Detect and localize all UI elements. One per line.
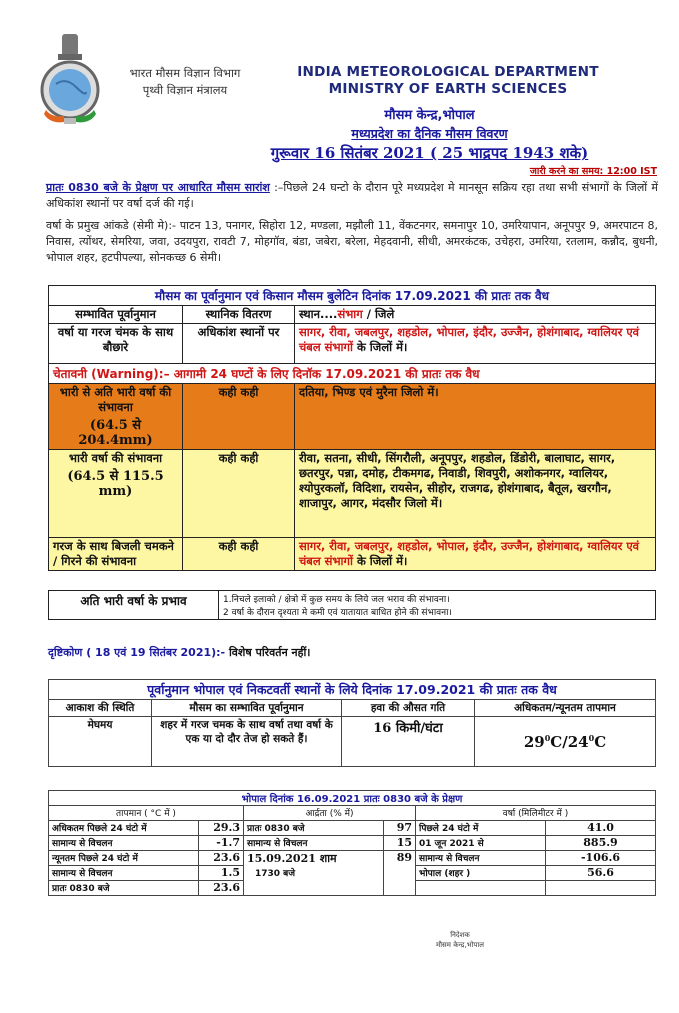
max-min-temperature: $29^0C/24^0C$ bbox=[475, 717, 656, 767]
rain-label: भोपाल (शहर ) bbox=[416, 866, 546, 881]
warning-3-places-red: सागर, रीवा, जबलपुर, शहडोल, भोपाल, इंदौर, उज्जैन, होशंगाबाद, ग्वालियर एवं चंबल संभागों bbox=[299, 539, 640, 568]
report-title bbox=[90, 125, 679, 142]
forecast-table bbox=[48, 285, 656, 571]
hindi-department-name bbox=[110, 65, 260, 99]
humidity-label: सामान्य से विचलन bbox=[244, 836, 384, 851]
warning-row-3-type: गरज के साथ बिजली चमकने / गिरने की संभावना bbox=[49, 538, 183, 571]
degree-symbol: 0 bbox=[588, 732, 595, 743]
hindi-ministry-title: पृथ्वी विज्ञान मंत्रालय bbox=[142, 83, 228, 97]
humidity-evening-time: 1730 बजे bbox=[255, 869, 295, 879]
rain-label: 01 जून 2021 से bbox=[416, 836, 546, 851]
header-district-text: / जिले bbox=[362, 307, 395, 321]
rain-value: -106.6 bbox=[546, 851, 656, 866]
english-dept-title: INDIA METEOROLOGICAL DEPARTMENT bbox=[297, 64, 599, 80]
forecast-distribution: अधिकांश स्थानों पर bbox=[183, 324, 295, 364]
forecast-places bbox=[295, 324, 656, 364]
report-date-text: गुरूवार 16 सितंबर 2021 ( 25 भाद्रपद 1943 शके) bbox=[270, 144, 589, 162]
warning-row-1-type bbox=[49, 384, 183, 450]
forecast-type: वर्षा या गरज चंमक के साथ बौछारे bbox=[49, 324, 183, 364]
header-temperature: अधिकतम/न्यूनतम तापमान bbox=[475, 700, 656, 717]
warning-title: चेतावनी (Warning):– आगामी 24 घण्टों के लिए दिनॉक 17.09.2021 की प्रातः तक वैध bbox=[49, 364, 656, 384]
header-weather: मौसम का सम्भावित पूर्वानुमान bbox=[152, 700, 342, 717]
warning-row-2-type bbox=[49, 450, 183, 538]
observation-title: भोपाल दिनांक 16.09.2021 प्रातः 0830 बजे के प्रेक्षण bbox=[49, 791, 656, 806]
header-distribution: स्थानिक वितरण bbox=[183, 306, 295, 324]
warning-1-type-text: भारी से अति भारी वर्षा की संभावना bbox=[59, 385, 172, 414]
report-date bbox=[90, 143, 679, 163]
warning-1-range: (64.5 से 204.4mm) bbox=[78, 418, 153, 448]
weather-summary bbox=[46, 180, 658, 211]
rainfall-header: वर्षा (मिलिमीटर में ) bbox=[416, 806, 656, 821]
header-wind: हवा की औसत गति bbox=[342, 700, 475, 717]
impact-item-2: 2 वर्षा के दौरान दृश्यता मे कमी एवं यातायात बाधित होने की संभावना। bbox=[223, 608, 452, 618]
humidity-label: प्रातः 0830 बजे bbox=[244, 821, 384, 836]
temp-label: सामान्य से विचलन bbox=[49, 866, 199, 881]
rain-label: पिछले 24 घंटो में bbox=[416, 821, 546, 836]
sky-condition: मेघमय bbox=[49, 717, 152, 767]
signature-designation: निदेशक bbox=[450, 931, 470, 939]
rain-value: 885.9 bbox=[546, 836, 656, 851]
header-division-text: संभाग bbox=[337, 307, 363, 321]
temp-label: सामान्य से विचलन bbox=[49, 836, 199, 851]
weather-forecast: शहर में गरज चमक के साथ वर्षा तथा वर्षा के एक या दो दौर तेज हो सकते हैं। bbox=[152, 717, 342, 767]
forecast-table-title: मौसम का पूर्वानुमान एवं किसान मौसम बुलेटिन दिनांक 17.09.2021 की प्रातः तक वैध bbox=[49, 286, 656, 306]
temp-label: अधिकतम पिछले 24 घंटो में bbox=[49, 821, 199, 836]
bhopal-forecast-table bbox=[48, 679, 656, 767]
english-department-name bbox=[268, 64, 628, 98]
warning-2-type-text: भारी वर्षा की संभावना bbox=[68, 451, 163, 465]
forecast-places-suffix: के जिलों में। bbox=[352, 340, 408, 354]
humidity-value: 89 bbox=[384, 851, 416, 896]
impact-item-1: 1.निचले इलाको / क्षेत्रो में कुछ समय के लिये जल भराव की संभावना। bbox=[223, 595, 450, 605]
humidity-evening-date: 15.09.2021 शाम bbox=[247, 852, 337, 865]
humidity-header: आर्द्रता (% में) bbox=[244, 806, 416, 821]
rainfall-figures: वर्षा के प्रमुख आंकडे (सेमी मे):- पाटन 13, पनागर, सिहोरा 12, मण्डला, मझौली 11, वेंकटनगर, समनापुर 10, उमरियापान, अनूपपुर 9, अमरपाटन 8, निवास, त्योंथर, सेमरिया, जवा, उदयपुरा, रावटी 7, मोहगॉव, बंडा, जबेरा, बरेला, मेहदवानी, सीधी, अमरकंटक, उचेहरा, उमरिया, रतलाम, कन्नौद, बुधनी, भोपाल शहर, हटपीपल्या, सोनकच्छ 6 सेमी। bbox=[46, 219, 658, 264]
temp-value: 29.3 bbox=[199, 821, 244, 836]
outlook-heading: दृष्टिकोण ( 18 एवं 19 सितंबर 2021):- bbox=[48, 646, 226, 659]
bhopal-forecast-title: पूर्वानुमान भोपाल एवं निकटवर्ती स्थानों के लिये दिनांक 17.09.2021 की प्रातः तक वैध bbox=[49, 680, 656, 700]
impact-items bbox=[219, 591, 656, 620]
report-title-text: मध्यप्रदेश का दैनिक मौसम विवरण bbox=[351, 126, 508, 141]
header-sky: आकाश की स्थिति bbox=[49, 700, 152, 717]
humidity-label bbox=[244, 851, 384, 896]
warning-row-2-distribution: कही कही bbox=[183, 450, 295, 538]
outlook bbox=[48, 645, 310, 660]
temp-unit: C bbox=[594, 732, 607, 751]
warning-row-1-distribution: कही कही bbox=[183, 384, 295, 450]
warning-2-range: (64.5 से 115.5 mm) bbox=[67, 469, 164, 499]
rain-label: सामान्य से विचलन bbox=[416, 851, 546, 866]
summary-heading: प्रातः 0830 बजे के प्रेक्षण पर आधारित मौसम सारांश bbox=[46, 181, 270, 194]
warning-3-places-suffix: के जिलों में। bbox=[352, 554, 408, 568]
wind-speed: 16 किमी/घंटा bbox=[342, 717, 475, 767]
warning-row-3-places bbox=[295, 538, 656, 571]
warning-row-1-places: दतिया, भिण्ड एवं मुरैना जिलो में। bbox=[295, 384, 656, 450]
empty-cell bbox=[546, 881, 656, 896]
humidity-value: 15 bbox=[384, 836, 416, 851]
temp-unit: C bbox=[550, 732, 563, 751]
issue-time: जारी करने का समय: 12:00 IST bbox=[529, 166, 657, 177]
empty-cell bbox=[416, 881, 546, 896]
header-places-text: स्थान.... bbox=[299, 307, 338, 321]
temp-label: प्रातः 0830 बजे bbox=[49, 881, 199, 896]
signature bbox=[400, 930, 520, 950]
header-places bbox=[295, 306, 656, 324]
temp-label: न्यूनतम पिछले 24 घंटो में bbox=[49, 851, 199, 866]
min-temp: 24 bbox=[567, 732, 589, 751]
observation-table bbox=[48, 790, 656, 896]
header-forecast: सम्भावित पूर्वानुमान bbox=[49, 306, 183, 324]
max-temp: 29 bbox=[523, 732, 545, 751]
rain-value: 56.6 bbox=[546, 866, 656, 881]
temperature-header: तापमान ( °C में ) bbox=[49, 806, 244, 821]
temp-value: -1.7 bbox=[199, 836, 244, 851]
outlook-text: विशेष परिवर्तन नहीं। bbox=[225, 646, 311, 659]
degree-symbol: 0 bbox=[544, 732, 551, 743]
rain-value: 41.0 bbox=[546, 821, 656, 836]
humidity-value: 97 bbox=[384, 821, 416, 836]
impact-label: अति भारी वर्षा के प्रभाव bbox=[49, 591, 219, 620]
forecast-places-red: सागर, रीवा, जबलपुर, शहडोल, भोपाल, इंदौर, उज्जैन, होशंगाबाद, ग्वालियर एवं चंबल संभागों bbox=[299, 325, 640, 354]
hindi-dept-title: भारत मौसम विज्ञान विभाग bbox=[129, 66, 241, 80]
impact-table bbox=[48, 590, 656, 620]
temp-value: 23.6 bbox=[199, 881, 244, 896]
english-ministry-title: MINISTRY OF EARTH SCIENCES bbox=[328, 81, 568, 97]
temp-value: 1.5 bbox=[199, 866, 244, 881]
centre-name: मौसम केन्द्र,भोपाल bbox=[384, 108, 475, 123]
warning-row-3-distribution: कही कही bbox=[183, 538, 295, 571]
warning-row-2-places: रीवा, सतना, सीधी, सिंगरौली, अनूपपुर, शहडोल, डिंडोरी, बालाघाट, सागर, छतरपुर, पन्ना, दमोह, टीकमगढ, निवाडी, शिवपुरी, अशोकनगर, ग्वालियर, श्योपुरकलॉ, विदिशा, रायसेन, सीहोर, राजगढ, होशंगाबाद, बैतूल, खरगौन, शाजापुर, आगर, मंदसौर जिलो में। bbox=[295, 450, 656, 538]
summary-text: :–पिछले 24 घन्टो के दौरान पूरे मध्यप्रदेश मे मानसून सक्रिय रहा तथा सभी संभागों के जिलों में अधिकांश स्थानों पर वर्षा दर्ज की गई। bbox=[46, 181, 658, 210]
signature-office: मौसम केन्द्र,भोपाल bbox=[436, 941, 484, 949]
temp-value: 23.6 bbox=[199, 851, 244, 866]
